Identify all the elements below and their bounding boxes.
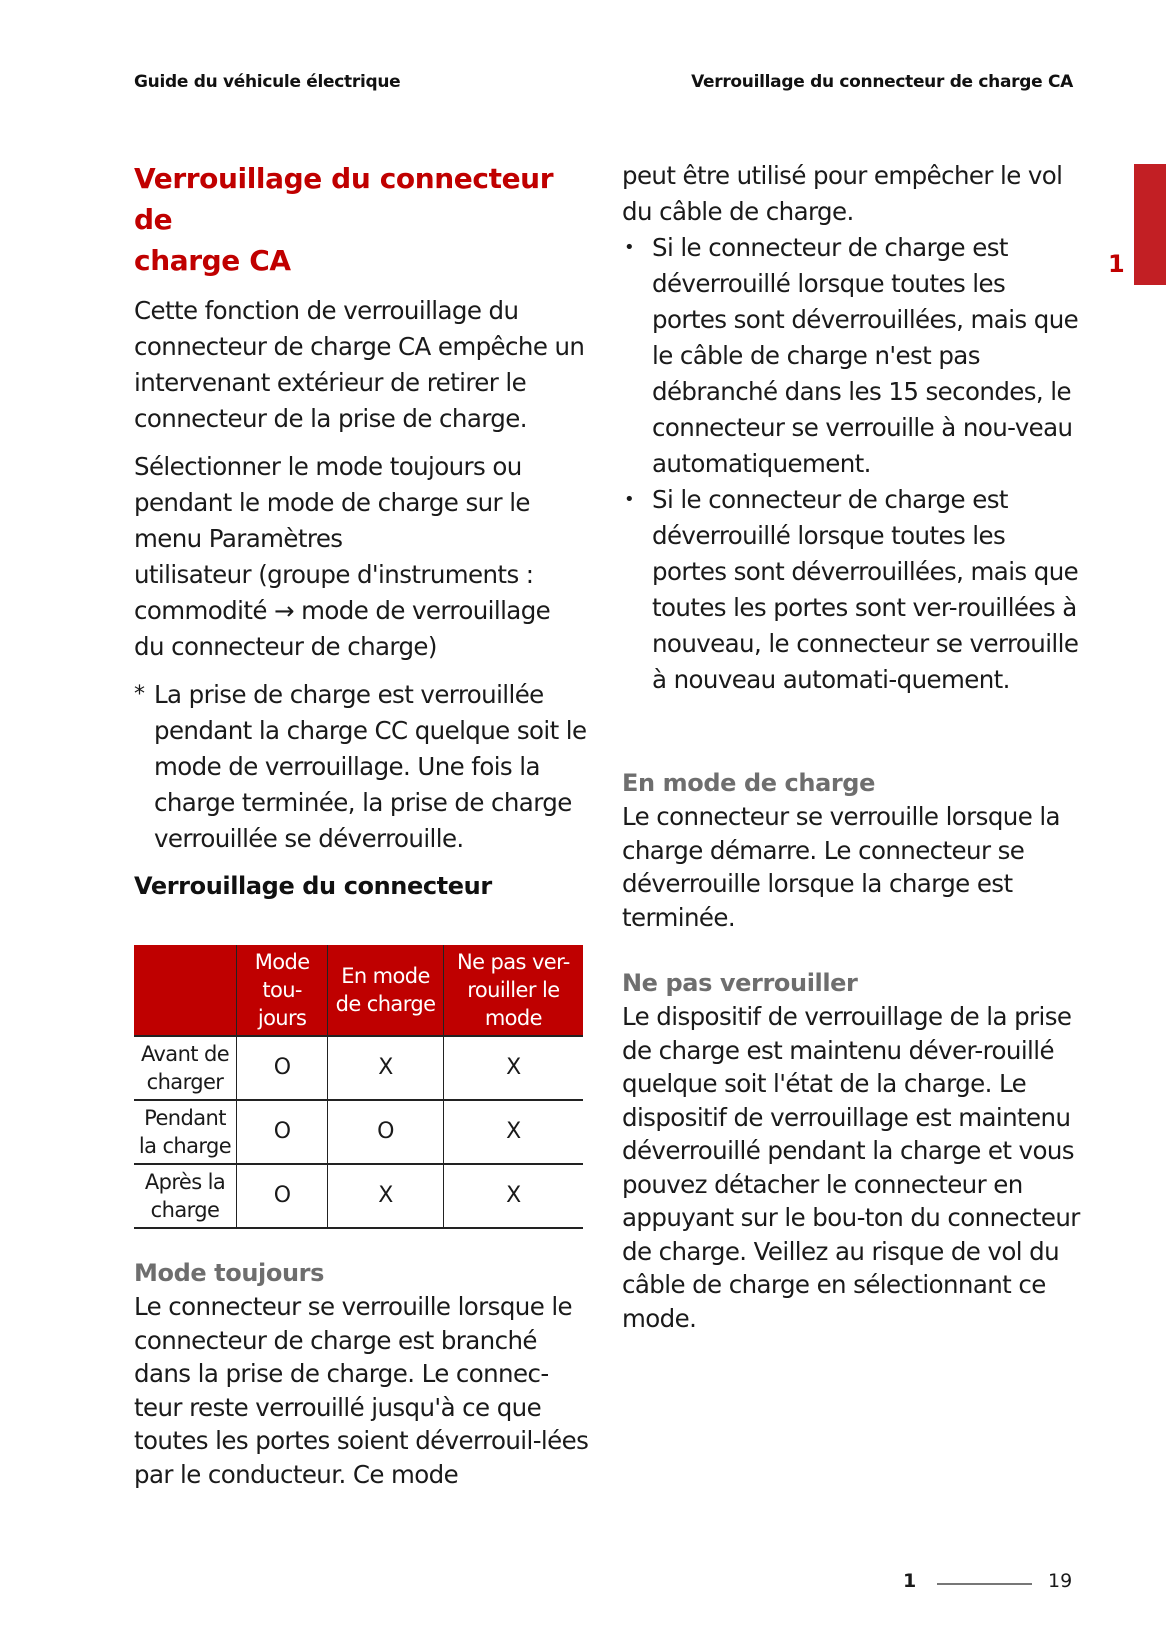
charge-mode-section: [622, 766, 1082, 934]
table-header-row: [134, 945, 583, 1036]
list-item: [622, 482, 1082, 698]
lock-mode-table: [134, 945, 583, 1229]
continuation-text: peut être utilisé pour empêcher le vol du câble de charge.: [622, 161, 1063, 226]
charge-mode-heading: En mode de charge: [622, 769, 875, 797]
row-label: Avant de charger: [134, 1036, 237, 1100]
section-title-line1: Verrouillage du connecteur de: [134, 162, 554, 236]
running-header-section-title: Verrouillage du connecteur de charge CA: [691, 72, 1073, 92]
left-column: [134, 158, 594, 857]
chapter-number: 1: [1108, 250, 1125, 278]
no-lock-text: Le dispositif de verrouillage de la prise de charge est maintenu déver-rouillé quelque soit l'état de la charge. Le dispositif de verrouillage est maintenu déverrouillé pendant la charge et vous pouvez détacher le connecteur en appuyant sur le bou-ton du connecteur de charge. Veillez au risque de vol du câble de charge en sélectionnant ce mode.: [622, 1002, 1080, 1333]
table-header-corner: [134, 945, 237, 1036]
table-cell: O: [328, 1100, 444, 1164]
running-header-guide-title: Guide du véhicule électrique: [134, 72, 401, 92]
note-text: La prise de charge est verrouillée pendant la charge CC quelque soit le mode de verrouillage. Une fois la charge terminée, la prise de charge verrouillée se déverrouille.: [154, 680, 587, 853]
footer-divider: [937, 1583, 1032, 1585]
asterisk-icon: *: [134, 682, 145, 707]
list-item: [622, 230, 1082, 482]
always-mode-section: [134, 1256, 594, 1491]
table-heading: Verrouillage du connecteur: [134, 872, 492, 900]
always-mode-text: Le connecteur se verrouille lorsque le connecteur de charge est branché dans la prise de charge. Le connec-teur reste verrouillé jusqu'à ce que toutes les portes soient déverrouil-lées par le conducteur. Ce mode: [134, 1292, 589, 1489]
bullet-icon: •: [624, 489, 635, 510]
intro-paragraph: Cette fonction de verrouillage du connecteur de charge CA empêche un intervenant extérieur de retirer le connecteur de la prise de charge.: [134, 296, 585, 433]
bullet-icon: •: [624, 237, 635, 258]
table-header-no-lock: Ne pas ver-rouiller le mode: [443, 945, 583, 1036]
always-mode-heading: Mode toujours: [134, 1259, 324, 1287]
chapter-tab: [1134, 164, 1166, 285]
section-title-line2: charge CA: [134, 244, 291, 277]
table-cell: O: [237, 1164, 328, 1228]
instructions-line: menu Paramètres: [134, 524, 343, 553]
table-cell: X: [443, 1036, 583, 1100]
auto-relock-list: [622, 230, 1082, 698]
dc-charge-note: [134, 677, 594, 857]
list-item-text: Si le connecteur de charge est déverrouillé lorsque toutes les portes sont déverrouillées, mais que le câble de charge n'est pas débranché dans les 15 secondes, le connecteur se verrouille à nou-veau automatiquement.: [652, 233, 1079, 478]
instructions-line: pendant le mode de charge sur le: [134, 488, 530, 517]
table-cell: O: [237, 1100, 328, 1164]
charge-mode-text: Le connecteur se verrouille lorsque la charge démarre. Le connecteur se déverrouille lorsque la charge est terminée.: [622, 802, 1060, 932]
table-cell: X: [443, 1164, 583, 1228]
instructions-line: du connecteur de charge): [134, 632, 437, 661]
footer-chapter-number: 1: [903, 1570, 917, 1592]
table-cell: X: [328, 1036, 444, 1100]
row-label: Après la charge: [134, 1164, 237, 1228]
instructions-line: Sélectionner le mode toujours ou: [134, 452, 522, 481]
right-column: [622, 158, 1082, 698]
table-header-always-mode: Mode tou-jours: [237, 945, 328, 1036]
section-title: [134, 158, 594, 281]
table-cell: X: [443, 1100, 583, 1164]
instructions-line: utilisateur (groupe d'instruments :: [134, 560, 534, 589]
instructions-paragraph: [134, 449, 594, 665]
table-row: [134, 1164, 583, 1228]
table-cell: X: [328, 1164, 444, 1228]
no-lock-section: [622, 966, 1082, 1335]
row-label: Pendant la charge: [134, 1100, 237, 1164]
table-cell: O: [237, 1036, 328, 1100]
no-lock-heading: Ne pas verrouiller: [622, 969, 858, 997]
table-row: [134, 1100, 583, 1164]
table-header-charge-mode: En mode de charge: [328, 945, 444, 1036]
list-item-text: Si le connecteur de charge est déverrouillé lorsque toutes les portes sont déverrouillées, mais que toutes les portes sont ver-rouillées à nouveau, le connecteur se verrouille à nouveau automati-quement.: [652, 485, 1079, 694]
table-row: [134, 1036, 583, 1100]
instructions-line: commodité → mode de verrouillage: [134, 596, 551, 625]
footer-page-number: 19: [1048, 1570, 1073, 1592]
